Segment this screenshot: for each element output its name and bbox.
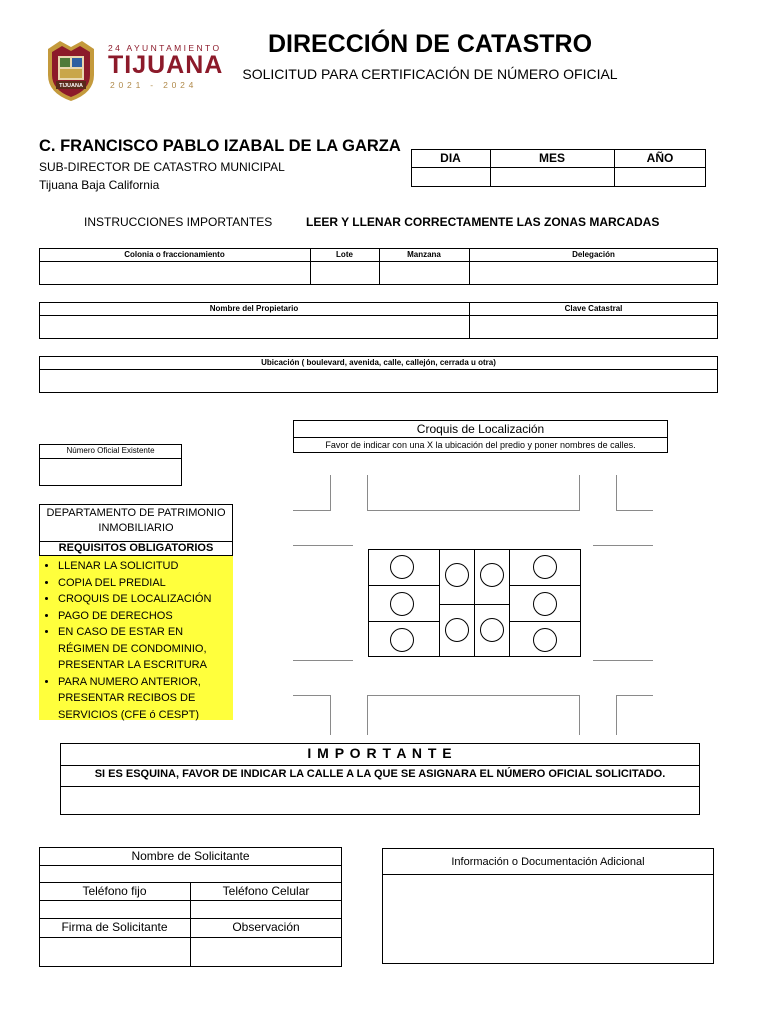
applicant-name-label: Nombre de Solicitante bbox=[131, 849, 250, 863]
instructions-text: LEER Y LLENAR CORRECTAMENTE LAS ZONAS MARCADAS bbox=[306, 215, 660, 229]
page-title: DIRECCIÓN DE CATASTRO bbox=[267, 30, 593, 58]
phone-mobile-input[interactable] bbox=[191, 901, 341, 917]
municipal-seal bbox=[38, 37, 104, 103]
importante-text: SI ES ESQUINA, FAVOR DE INDICAR LA CALLE A LA QUE SE ASIGNARA EL NÚMERO OFICIAL SOLICITADO. bbox=[94, 768, 666, 780]
patrimonio-department: DEPARTAMENTO DE PATRIMONIO INMOBILIARIO bbox=[46, 507, 226, 534]
requirement-item: • PAGO DE DERECHOS bbox=[58, 608, 229, 625]
requirement-item: • LLENAR LA SOLICITUD bbox=[58, 558, 229, 575]
requirement-item: • CROQUIS DE LOCALIZACIÓN bbox=[58, 591, 229, 608]
importante-title: I M P O R T A N T E bbox=[307, 745, 453, 761]
ubicacion-label: Ubicación ( boulevard, avenida, calle, callejón, cerrada u otra) bbox=[261, 358, 496, 367]
propietario-input[interactable] bbox=[40, 316, 468, 338]
recipient-position: SUB-DIRECTOR DE CATASTRO MUNICIPAL bbox=[39, 160, 285, 174]
croquis-instruction: Favor de indicar con una X la ubicación del predio y poner nombres de calles. bbox=[325, 440, 636, 450]
date-month-input[interactable] bbox=[491, 168, 613, 186]
additional-info-input[interactable] bbox=[383, 875, 713, 963]
page-subtitle: SOLICITUD PARA CERTIFICACIÓN DE NÚMERO OFICIAL bbox=[242, 66, 618, 82]
manzana-input[interactable] bbox=[380, 262, 468, 284]
requirements-highlight bbox=[39, 556, 233, 720]
clave-input[interactable] bbox=[470, 316, 717, 338]
delegacion-label: Delegación bbox=[572, 250, 615, 259]
phone-home-input[interactable] bbox=[40, 901, 189, 917]
lote-label: Lote bbox=[336, 250, 353, 259]
observation-input[interactable] bbox=[191, 938, 341, 966]
date-month-label: MES bbox=[538, 151, 565, 165]
manzana-label: Manzana bbox=[407, 250, 441, 259]
logo-top-text: 24 AYUNTAMIENTO bbox=[108, 43, 222, 53]
requirement-item: • EN CASO DE ESTAR EN RÉGIMEN DE CONDOMINIO, PRESENTAR LA ESCRITURA bbox=[58, 624, 229, 674]
requirement-item: • COPIA DEL PREDIAL bbox=[58, 575, 229, 592]
numero-oficial-label: Número Oficial Existente bbox=[66, 446, 155, 455]
croquis-title: Croquis de Localización bbox=[416, 422, 545, 436]
colonia-input[interactable] bbox=[40, 262, 309, 284]
delegacion-input[interactable] bbox=[470, 262, 717, 284]
phone-mobile-label: Teléfono Celular bbox=[222, 884, 310, 898]
seal-text: TIJUANA bbox=[59, 83, 83, 89]
clave-label: Clave Catastral bbox=[564, 304, 623, 313]
ubicacion-input[interactable] bbox=[40, 370, 717, 392]
propietario-label: Nombre del Propietario bbox=[209, 304, 299, 313]
additional-info-title: Información o Documentación Adicional bbox=[451, 856, 645, 868]
location-sketch[interactable] bbox=[293, 470, 653, 735]
importante-input[interactable] bbox=[61, 787, 699, 814]
requirement-item: • PARA NUMERO ANTERIOR, PRESENTAR RECIBOS DE SERVICIOS (CFE ó CESPT) bbox=[58, 674, 229, 724]
signature-label: Firma de Solicitante bbox=[61, 920, 168, 934]
date-year-label: AÑO bbox=[646, 151, 674, 165]
date-day-label: DIA bbox=[440, 151, 461, 165]
lote-input[interactable] bbox=[311, 262, 378, 284]
recipient-location: Tijuana Baja California bbox=[39, 178, 160, 192]
date-day-input[interactable] bbox=[412, 168, 489, 186]
logo-city: TIJUANA bbox=[108, 51, 224, 79]
date-year-input[interactable] bbox=[615, 168, 705, 186]
applicant-name-input[interactable] bbox=[40, 866, 341, 881]
requirements-title: REQUISITOS OBLIGATORIOS bbox=[58, 542, 214, 554]
recipient-name: C. FRANCISCO PABLO IZABAL DE LA GARZA bbox=[39, 137, 401, 155]
observation-label: Observación bbox=[232, 920, 300, 934]
numero-oficial-input[interactable] bbox=[40, 459, 181, 485]
instructions-label: INSTRUCCIONES IMPORTANTES bbox=[84, 215, 273, 229]
phone-home-label: Teléfono fijo bbox=[82, 884, 147, 898]
logo-years: 2021 - 2024 bbox=[110, 80, 198, 90]
colonia-label: Colonia o fraccionamiento bbox=[124, 250, 225, 259]
signature-input[interactable] bbox=[40, 938, 189, 966]
